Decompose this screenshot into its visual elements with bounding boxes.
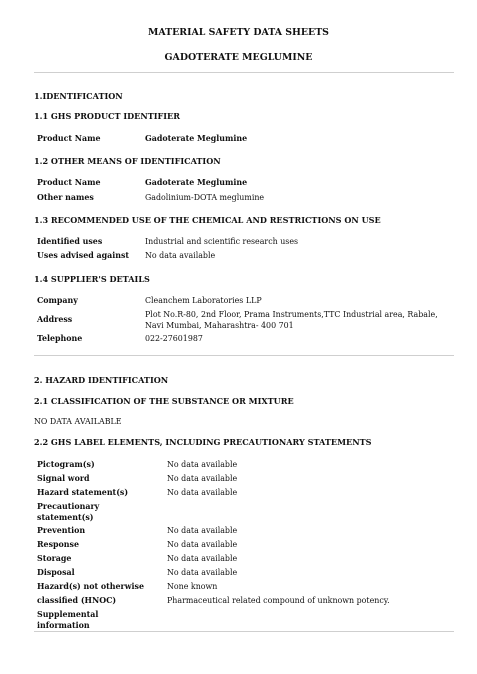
section-2-heading: 2. HAZARD IDENTIFICATION xyxy=(34,375,169,385)
row-label: Disposal xyxy=(37,568,75,577)
row-label: Other names xyxy=(37,193,94,202)
section-1-2-heading: 1.2 OTHER MEANS OF IDENTIFICATION xyxy=(34,156,221,166)
row-value: Gadolinium-DOTA meglumine xyxy=(145,193,265,202)
divider xyxy=(34,355,454,356)
row-value: Pharmaceutical related compound of unknown potency. xyxy=(167,596,390,605)
section-1-3-heading: 1.3 RECOMMENDED USE OF THE CHEMICAL AND RESTRICTIONS ON USE xyxy=(34,215,381,225)
row-label: Precautionary statement(s) xyxy=(37,502,100,522)
row-label: Telephone xyxy=(37,334,83,343)
row-label: Response xyxy=(37,540,79,549)
section-2-1-heading: 2.1 CLASSIFICATION OF THE SUBSTANCE OR MIXTURE xyxy=(34,396,294,406)
row-label: Product Name xyxy=(37,134,101,143)
row-label: Pictogram(s) xyxy=(37,460,95,469)
section-1-4-heading: 1.4 SUPPLIER'S DETAILS xyxy=(34,274,150,284)
section-2-2-heading: 2.2 GHS LABEL ELEMENTS, INCLUDING PRECAUTIONARY STATEMENTS xyxy=(34,437,372,447)
row-label: Hazard statement(s) xyxy=(37,488,129,497)
row-value: No data available xyxy=(167,540,238,549)
row-value: No data available xyxy=(145,251,216,260)
row-label: Signal word xyxy=(37,474,90,483)
row-label: classified (HNOC) xyxy=(37,596,117,605)
row-label: Storage xyxy=(37,554,72,563)
row-value: Gadoterate Meglumine xyxy=(145,178,248,187)
row-label: Uses advised against xyxy=(37,251,130,260)
row-value: No data available xyxy=(167,526,238,535)
row-value: None known xyxy=(167,582,218,591)
row-value: No data available xyxy=(167,554,238,563)
row-value: No data available xyxy=(167,460,238,469)
row-label: Company xyxy=(37,296,78,305)
row-value: Cleanchem Laboratories LLP xyxy=(145,296,262,305)
section-1-heading: 1.IDENTIFICATION xyxy=(34,91,123,101)
row-label: Hazard(s) not otherwise xyxy=(37,582,144,591)
row-value: No data available xyxy=(167,568,238,577)
classification-text: NO DATA AVAILABLE xyxy=(34,417,122,426)
row-label: Product Name xyxy=(37,178,101,187)
divider xyxy=(34,631,454,632)
row-value: Gadoterate Meglumine xyxy=(145,134,248,143)
row-value: Plot No.R-80, 2nd Floor, Prama Instruments,TTC Industrial area, Rabale, Navi Mumbai, Maharashtra- 400 701 xyxy=(145,310,438,330)
document-title: MATERIAL SAFETY DATA SHEETS xyxy=(148,27,329,38)
row-label: Identified uses xyxy=(37,237,103,246)
row-value: No data available xyxy=(167,488,238,497)
product-title: GADOTERATE MEGLUMINE xyxy=(164,52,313,63)
divider xyxy=(34,72,454,73)
row-value: 022-27601987 xyxy=(145,334,203,343)
row-label: Supplemental information xyxy=(37,610,99,630)
row-value: No data available xyxy=(167,474,238,483)
row-label: Prevention xyxy=(37,526,86,535)
row-label: Address xyxy=(37,315,73,324)
row-value: Industrial and scientific research uses xyxy=(145,237,299,246)
section-1-1-heading: 1.1 GHS PRODUCT IDENTIFIER xyxy=(34,111,180,121)
